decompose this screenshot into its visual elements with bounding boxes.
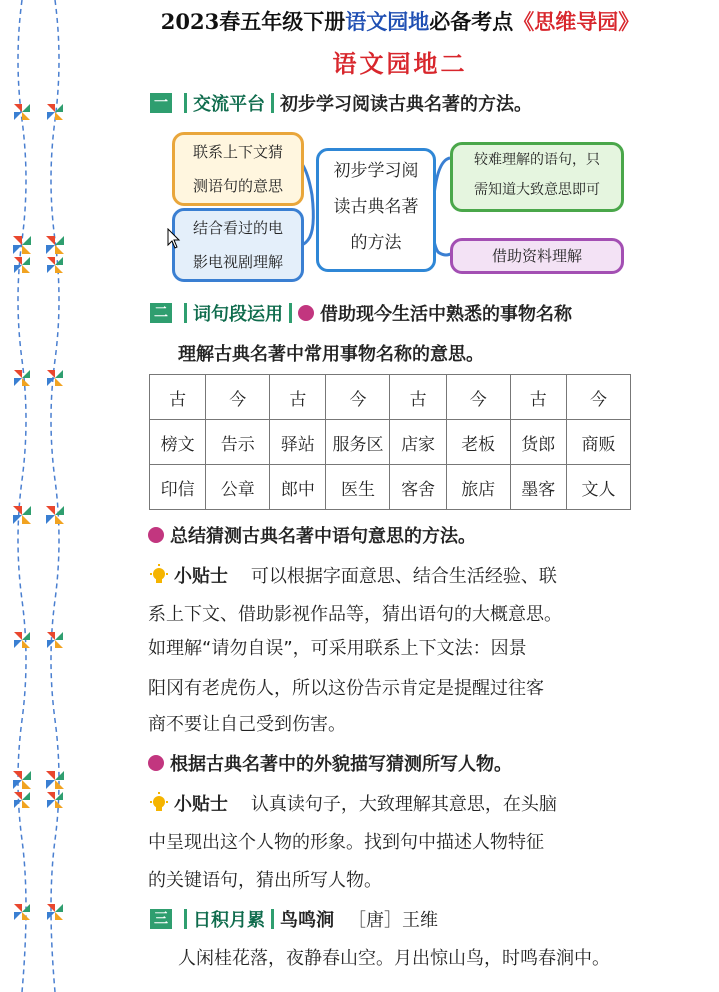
mindmap-text: 影电视剧理解 — [192, 253, 283, 271]
table-cell: 郎中 — [270, 465, 326, 510]
page-subtitle: 语文园地二 — [332, 50, 468, 78]
mindmap-node-reference: 借助资料理解 — [450, 238, 624, 274]
tip-label: 小贴士 — [174, 566, 228, 587]
tip1-line-1: 系上下文、借助影视作品等，猜出语句的大概意思。 — [148, 604, 562, 625]
table-cell: 文人 — [566, 465, 630, 510]
title-red: 《思维导园》 — [513, 9, 640, 34]
tip1-line-4: 商不要让自己受到伤害。 — [148, 714, 346, 735]
mindmap-text: 读古典名著 — [333, 197, 419, 217]
section2-heading — [150, 300, 572, 326]
table-cell: 今 — [566, 375, 630, 420]
section1-heading — [150, 90, 532, 116]
tip1-line-2: 如理解“请勿自误”，可采用联系上下文法：因景 — [148, 638, 527, 659]
poem-line: 人闲桂花落，夜静春山空。月出惊山鸟，时鸣春涧中。 — [178, 948, 610, 969]
tip2-line-2: 的关键语句，猜出所写人物。 — [148, 870, 382, 891]
table-cell: 医生 — [326, 465, 390, 510]
table-cell: 古 — [510, 375, 566, 420]
mindmap-text: 结合看过的电 — [192, 219, 283, 237]
divider — [289, 303, 292, 323]
divider — [184, 303, 187, 323]
lightbulb-icon — [148, 792, 170, 814]
bullet-icon — [148, 755, 164, 771]
poem-title: 鸟鸣涧 — [280, 910, 334, 931]
mindmap-text: 初步学习阅 — [333, 161, 419, 181]
section3-number: 三 — [150, 909, 172, 929]
table-cell: 客舍 — [390, 465, 446, 510]
table-cell: 今 — [206, 375, 270, 420]
section3-heading — [150, 906, 438, 932]
table-cell: 印信 — [150, 465, 206, 510]
mindmap-text: 联系上下文猜 — [192, 143, 283, 161]
table-cell: 古 — [270, 375, 326, 420]
table-cell: 今 — [326, 375, 390, 420]
table-cell: 商贩 — [566, 420, 630, 465]
mindmap-text: 的方法 — [350, 233, 402, 253]
table-cell: 古 — [390, 375, 446, 420]
point2-title: 总结猜测古典名著中语句意思的方法。 — [170, 526, 476, 547]
divider — [184, 93, 187, 113]
divider — [271, 93, 274, 113]
table-cell: 货郎 — [510, 420, 566, 465]
point3-title: 根据古典名著中的外貌描写猜测所写人物。 — [170, 754, 512, 775]
mindmap-node-context — [172, 132, 304, 206]
table-row — [150, 420, 631, 465]
tip2-line-1: 中呈现出这个人物的形象。找到句中描述人物特征 — [148, 832, 544, 853]
mindmap-node-film — [172, 208, 304, 282]
point3-heading — [148, 750, 512, 776]
table-header-row — [150, 375, 631, 420]
title-mid: 必备考点 — [429, 9, 514, 34]
table-cell: 今 — [446, 375, 510, 420]
tip2-text: 认真读句子，大致理解其意思，在头脑 — [250, 794, 557, 815]
section1-title: 交流平台 — [193, 94, 265, 115]
section1-number: 一 — [150, 93, 172, 113]
mindmap-center-node — [316, 148, 436, 272]
windmill-icon — [13, 104, 64, 920]
mindmap-node-difficult — [450, 142, 624, 212]
table-cell: 店家 — [390, 420, 446, 465]
section2-line2: 理解古典名著中常用事物名称的意思。 — [178, 344, 484, 365]
divider — [271, 909, 274, 929]
divider — [184, 909, 187, 929]
title-prefix: 2023春五年级下册 — [160, 9, 346, 34]
tip1-text: 可以根据字面意思、结合生活经验、联 — [250, 566, 557, 587]
section2-line1: 借助现今生活中熟悉的事物名称 — [320, 304, 572, 325]
tip1-line-3: 阳冈有老虎伤人，所以这份告示肯定是提醒过往客 — [148, 678, 544, 699]
mindmap-text: 较难理解的语句，只 — [474, 152, 600, 168]
tip2-line-0 — [148, 790, 557, 816]
table-cell: 墨客 — [510, 465, 566, 510]
page-title — [100, 6, 700, 36]
table-cell: 旅店 — [446, 465, 510, 510]
name-comparison-table — [149, 374, 631, 510]
bullet-icon — [148, 527, 164, 543]
tip-label: 小贴士 — [174, 794, 228, 815]
section1-desc: 初步学习阅读古典名著的方法。 — [280, 94, 532, 115]
bullet-icon — [298, 305, 314, 321]
tip1-line-0 — [148, 562, 557, 588]
title-blue: 语文园地 — [345, 9, 430, 34]
mindmap-text: 需知道大致意思即可 — [474, 182, 600, 198]
lightbulb-icon — [148, 564, 170, 586]
table-cell: 服务区 — [326, 420, 390, 465]
point2-heading — [148, 522, 476, 548]
table-cell: 公章 — [206, 465, 270, 510]
table-cell: 古 — [150, 375, 206, 420]
section2-title: 词句段运用 — [193, 304, 283, 325]
cursor-icon — [167, 228, 181, 250]
table-cell: 榜文 — [150, 420, 206, 465]
table-row — [150, 465, 631, 510]
poem-author: ［唐］王维 — [348, 910, 438, 931]
section3-title: 日积月累 — [193, 910, 265, 931]
mindmap-text: 测语句的意思 — [192, 177, 283, 195]
section2-number: 二 — [150, 303, 172, 323]
table-cell: 告示 — [206, 420, 270, 465]
table-cell: 老板 — [446, 420, 510, 465]
table-cell: 驿站 — [270, 420, 326, 465]
decorative-border — [0, 0, 90, 992]
